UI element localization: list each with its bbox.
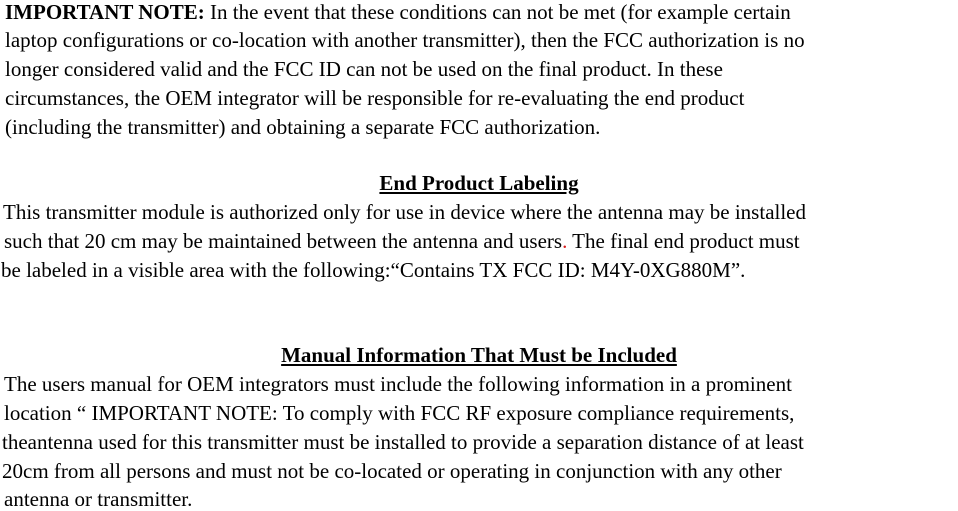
labeling-line-3: be labeled in a visible area with the following:“Contains TX FCC ID: M4Y-0XG880M”. <box>1 258 746 282</box>
red-period-mark: . <box>562 229 568 253</box>
intro-line-3: longer considered valid and the FCC ID can not be used on the final product. In these <box>5 57 723 81</box>
intro-line-1 <box>5 0 791 24</box>
labeling-line-2 <box>4 229 800 253</box>
manual-line-1: The users manual for OEM integrators must include the following information in a prominent <box>4 372 792 396</box>
manual-information-heading <box>0 343 958 367</box>
intro-line-4: circumstances, the OEM integrator will be responsible for re-evaluating the end product <box>5 86 745 110</box>
end-product-labeling-title: End Product Labeling <box>379 171 579 195</box>
labeling-line-2-rest: The final end product must <box>567 229 800 253</box>
manual-line-3: theantenna used for this transmitter must be installed to provide a separation distance of at least <box>2 430 804 454</box>
intro-line-5: (including the transmitter) and obtaining a separate FCC authorization. <box>5 115 601 139</box>
labeling-line-2-text: such that 20 cm may be maintained between the antenna and users <box>4 229 563 253</box>
manual-line-2: location “ IMPORTANT NOTE: To comply with FCC RF exposure compliance requirements, <box>4 401 795 425</box>
labeling-line-1: This transmitter module is authorized only for use in device where the antenna may be installed <box>3 200 807 224</box>
important-note-label: IMPORTANT NOTE: <box>5 0 205 24</box>
intro-line-1-text: In the event that these conditions can not be met (for example certain <box>204 0 791 24</box>
manual-line-4: 20cm from all persons and must not be co-located or operating in conjunction with any other <box>2 459 782 483</box>
intro-line-2: laptop configurations or co-location with another transmitter), then the FCC authorization is no <box>5 28 805 52</box>
end-product-labeling-heading <box>0 171 958 195</box>
manual-line-5: antenna or transmitter. <box>4 487 193 511</box>
manual-information-title: Manual Information That Must be Included <box>281 343 677 367</box>
